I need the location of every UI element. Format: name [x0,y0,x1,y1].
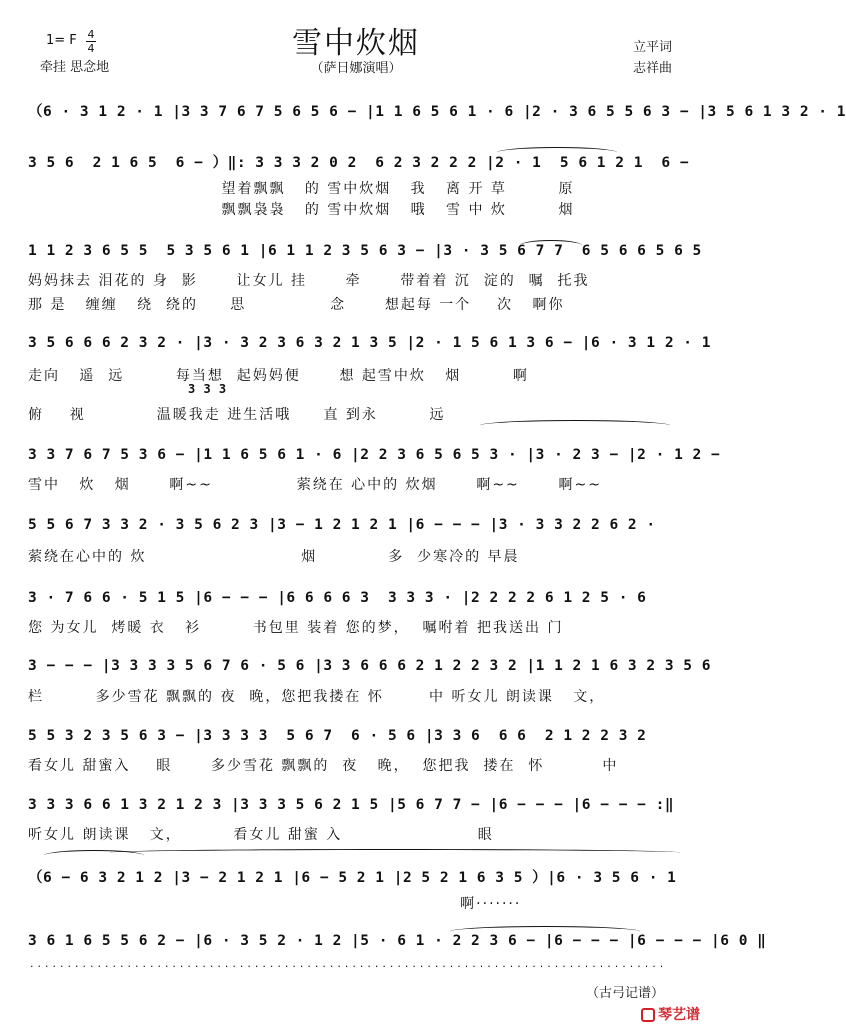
lyric-row-10: 听女儿 朗读课 文， 看女儿 甜蜜 入 眼 [28,827,494,843]
score-row-3: 1 1 2 3 6 5 5 5 3 5 6 1 |6 1 1 2 3 5 6 3 − |3 · 3 5 6 7 7 6 5 6 6 5 6 5 [28,243,702,259]
lyric-row-6: 萦绕在心中的 炊 烟 多 少寒冷的 早晨 [28,549,520,565]
lyric-row-9: 看女儿 甜蜜入 眼 多少雪花 飘飘的 夜 晚， 您把我 搂在 怀 中 [28,758,619,774]
lyric-row-2a: 望着飘飘 的 雪中炊烟 我 离 开 草 原 [28,181,575,197]
time-signature [86,29,96,54]
score-row-2: 3 5 6 2 1 6 5 6 − ）‖: 3 3 3 2 0 2 6 2 3 2 2 2 |2 · 1 5 6 1 2 1 6 − [28,155,690,171]
lyric-row-4a: 走向 遥 远 每当想 起妈妈便 想 起雪中炊 烟 啊 [28,368,529,384]
song-title: 雪中炊烟 [292,26,420,61]
volta-line-2 [110,849,680,856]
time-top: 4 [87,28,95,41]
score-row-12: 3 6 1 6 5 5 6 2 − |6 · 3 5 2 · 1 2 |5 · 6 1 · 2 2 3 6 − |6 − − − |6 − − − |6 0 ‖ [28,933,767,949]
score-row-1: （6 · 3 1 2 · 1 |3 3 7 6 7 5 6 5 6 − |1 1 6 5 6 1 · 6 |2 · 3 6 5 5 6 3 − |3 5 6 1 3 2 · 1 [28,104,846,120]
lyric-row-3a: 妈妈抹去 泪花的 身 影 让女儿 挂 牵 带着着 沉 淀的 嘱 托我 [28,273,590,289]
lyric-row-8: 栏 多少雪花 飘飘的 夜 晚，您把我搂在 怀 中 听女儿 朗读课 文， [28,689,606,705]
score-row-11: （6 − 6 3 2 1 2 |3 − 2 1 2 1 |6 − 5 2 1 |2 5 2 1 6 3 5 ）|6 · 3 5 6 · 1 [28,870,677,886]
lyric-row-11: 啊······· [28,896,522,912]
logo-icon [641,1008,655,1022]
time-bottom: 4 [87,42,95,55]
lyric-row-4b: 俯 视 温暖我走 进生活哦 直 到永 远 [28,407,446,423]
score-row-9: 5 5 3 2 3 5 6 3 − |3 3 3 3 5 6 7 6 · 5 6 |3 3 6 6 6 2 1 2 2 3 2 [28,728,647,744]
site-logo[interactable] [641,1004,700,1024]
lyric-row-5: 雪中 炊 烟 啊~~ 萦绕在 心中的 炊烟 啊~~ 啊~~ [28,477,602,493]
score-row-5: 3 3 7 6 7 5 3 6 − |1 1 6 5 6 1 · 6 |2 2 3 6 5 6 5 3 · |3 · 2 3 − |2 · 1 2 − [28,447,721,463]
alt-notes-4: 3 3 3 [188,382,227,396]
slur-row-3 [520,240,582,251]
lyric-row-3b: 那 是 缠缠 绕 绕的 思 念 想起每 一个 次 啊你 [28,297,565,313]
score-row-10: 3 3 3 6 6 1 3 2 1 2 3 |3 3 3 5 6 2 1 5 |5 6 7 7 − |6 − − − |6 − − − :‖ [28,797,675,813]
lyric-row-7: 您 为女儿 烤暖 衣 衫 书包里 装着 您的梦， 嘱咐着 把我送出 门 [28,620,564,636]
slur-row-2 [497,147,617,158]
composer: 志祥曲 [632,61,672,76]
lyricist: 立平词 [632,40,672,55]
score-row-4: 3 5 6 6 6 2 3 2 · |3 · 3 2 3 6 3 2 1 3 5 |2 · 1 5 6 1 3 6 − |6 · 3 1 2 · 1 [28,335,712,351]
score-row-7: 3 · 7 6 6 · 5 1 5 |6 − − − |6 6 6 6 3 3 3 3 · |2 2 2 2 6 1 2 5 · 6 [28,590,647,606]
lyric-row-2b: 飘飘袅袅 的 雪中炊烟 哦 雪 中 炊 烟 [28,202,575,218]
transcriber-credit: （古弓记谱） [585,986,664,1001]
song-subtitle: （萨日娜演唱） [310,61,402,76]
style-note: 牵挂 思念地 [40,60,110,75]
brand-name: 琴艺谱 [658,1007,700,1023]
slur-row-12 [450,926,640,937]
hum-dots: ····················································································· [30,960,668,973]
score-row-8: 3 − − − |3 3 3 3 5 6 7 6 · 5 6 |3 3 6 6 6 2 1 2 2 3 2 |1 1 2 1 6 3 2 3 5 6 [28,658,712,674]
score-row-6: 5 5 6 7 3 3 2 · 3 5 6 2 3 |3 − 1 2 1 2 1 |6 − − − |3 · 3 3 2 2 6 2 · [28,517,656,533]
volta-line [480,420,670,431]
key-signature: 1= F [46,33,77,48]
